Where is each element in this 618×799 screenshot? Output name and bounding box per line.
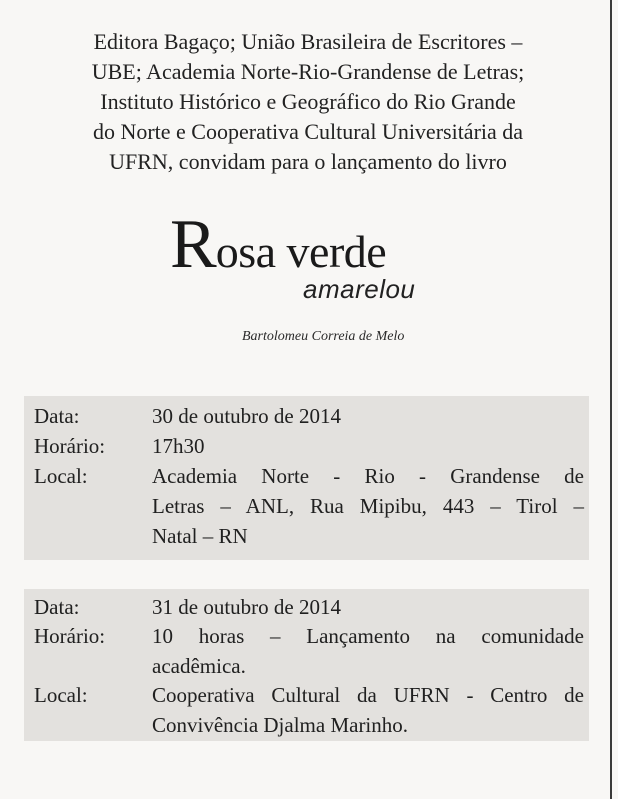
place-value: Academia Norte - Rio - Grandense de Letras – ANL, Rua Mipibu, 443 – Tirol – Natal – RN [152,464,584,548]
time-label: Horário: [34,434,106,458]
book-title-main [170,206,387,283]
place-label: Local: [34,683,88,707]
page-edge-rule [610,0,612,799]
invitation-line: Instituto Histórico e Geográfico do Rio Grande [100,89,516,114]
time-value: 17h30 [152,434,205,458]
invitation-line: Editora Bagaço; União Brasileira de Escritores – [93,29,523,54]
place-value: Cooperativa Cultural da UFRN - Centro de Convivência Djalma Marinho. [152,683,584,737]
book-title [170,206,460,304]
invitation-line: do Norte e Cooperativa Cultural Universitária da [92,119,524,144]
event-block-1 [24,396,589,560]
invitation-text [20,27,596,177]
date-value: 31 de outubro de 2014 [152,595,341,619]
book-title-rest: osa verde [215,226,387,277]
book-subtitle: amarelou [303,274,416,304]
time-label: Horário: [34,624,106,648]
date-label: Data: [34,595,80,619]
place-label: Local: [34,464,88,488]
event-block-2 [24,589,589,741]
book-author: Bartolomeu Correia de Melo [242,329,405,344]
invitation-line: UBE; Academia Norte-Rio-Grandense de Letras; [91,59,525,84]
date-label: Data: [34,404,80,428]
book-title-initial: R [170,206,216,283]
invitation-line: UFRN, convidam para o lançamento do livro [109,149,507,174]
time-value: 10 horas – Lançamento na comunidade acadêmica. [152,624,584,678]
date-value: 30 de outubro de 2014 [152,404,341,428]
